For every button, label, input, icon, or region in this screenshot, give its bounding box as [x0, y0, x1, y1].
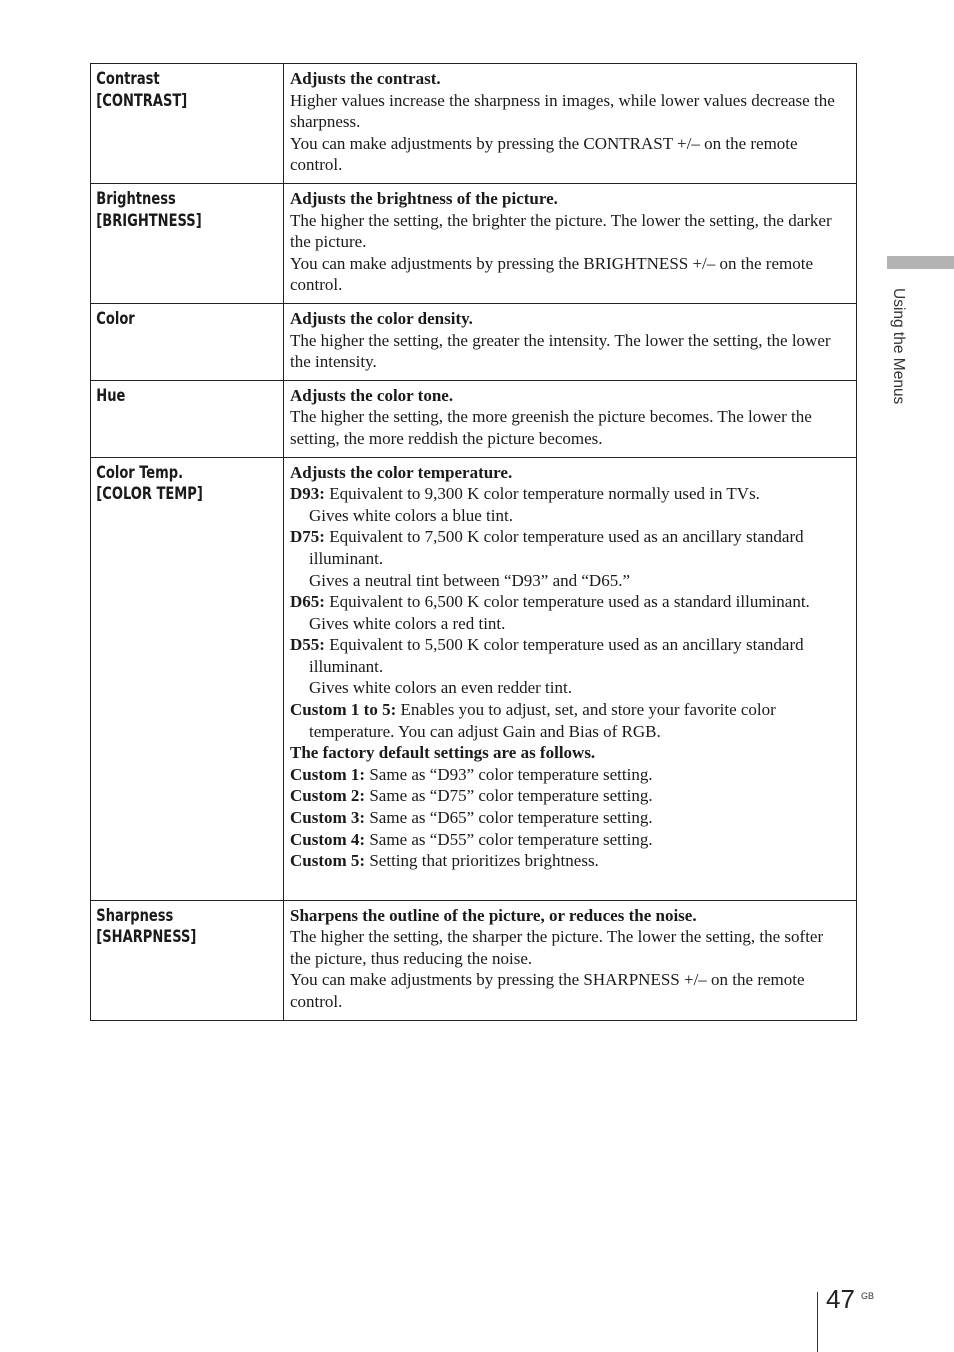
option-note: Gives white colors a blue tint.	[309, 505, 513, 525]
table-row	[91, 184, 857, 304]
option-d75	[290, 526, 848, 569]
setting-code: [SHARPNESS]	[96, 927, 197, 947]
default-item	[290, 807, 848, 829]
setting-description: The higher the setting, the sharper the picture. The lower the setting, the softer the picture, thus reducing the noise.	[290, 927, 824, 968]
default-text: Setting that prioritizes brightness.	[369, 851, 599, 871]
page-number: 47	[826, 1284, 855, 1314]
setting-description: The higher the setting, the brighter the picture. The lower the setting, the darker the picture.	[290, 210, 832, 252]
settings-table	[90, 63, 857, 1021]
default-term: Custom 1:	[290, 764, 366, 784]
default-term: Custom 3:	[290, 808, 366, 828]
option-d93	[290, 483, 848, 505]
default-item	[290, 829, 848, 851]
option-term: D55:	[290, 635, 325, 655]
option-term: D93:	[290, 484, 325, 504]
option-text: Enables you to adjust, set, and store your favorite color temperature. You can adjust Gain and Bias of RGB.	[309, 700, 776, 741]
setting-description: The higher the setting, the greater the intensity. The lower the setting, the lower the intensity.	[290, 330, 831, 372]
option-text: Equivalent to 7,500 K color temperature used as an ancillary standard illuminant.	[309, 527, 804, 568]
setting-heading: Adjusts the color temperature.	[290, 462, 513, 482]
setting-description: You can make adjustments by pressing the BRIGHTNESS +/– on the remote control.	[290, 253, 813, 295]
default-term: Custom 4:	[290, 829, 366, 849]
setting-heading: Adjusts the color tone.	[290, 385, 454, 405]
setting-name: Contrast	[96, 69, 160, 88]
option-custom	[290, 699, 848, 742]
default-item	[290, 764, 848, 786]
table-row	[91, 303, 857, 380]
setting-code: [COLOR TEMP]	[96, 484, 203, 504]
default-text: Same as “D65” color temperature setting.	[369, 808, 653, 828]
default-term: Custom 5:	[290, 851, 366, 871]
option-d65	[290, 591, 848, 613]
table-row	[91, 380, 857, 457]
option-note: Gives white colors a red tint.	[309, 613, 506, 633]
default-text: Same as “D55” color temperature setting.	[369, 829, 653, 849]
option-d55	[290, 634, 848, 677]
table-row	[91, 457, 857, 900]
option-note: Gives a neutral tint between “D93” and “D65.”	[309, 570, 630, 590]
setting-description: You can make adjustments by pressing the SHARPNESS +/– on the remote control.	[290, 970, 805, 1011]
setting-code: [BRIGHTNESS]	[96, 210, 202, 230]
option-text: Equivalent to 5,500 K color temperature used as an ancillary standard illuminant.	[309, 635, 804, 676]
option-term: D75:	[290, 527, 325, 547]
page-number-divider	[817, 1292, 818, 1352]
setting-description: You can make adjustments by pressing the CONTRAST +/– on the remote control.	[290, 133, 798, 175]
default-term: Custom 2:	[290, 786, 366, 806]
option-note: Gives white colors an even redder tint.	[309, 678, 572, 698]
page-suffix: GB	[861, 1291, 875, 1301]
option-text: Equivalent to 9,300 K color temperature normally used in TVs.	[329, 484, 760, 504]
section-tab-marker	[887, 256, 954, 269]
setting-heading: Adjusts the brightness of the picture.	[290, 189, 558, 208]
setting-code: [CONTRAST]	[96, 90, 188, 110]
setting-name: Sharpness	[96, 905, 174, 925]
setting-name: Color	[96, 308, 135, 328]
default-text: Same as “D93” color temperature setting.	[369, 764, 653, 784]
section-label: Using the Menus	[890, 288, 907, 405]
setting-heading: Adjusts the color density.	[290, 308, 473, 328]
default-item	[290, 850, 848, 872]
setting-name: Color Temp.	[96, 462, 184, 482]
setting-name: Brightness	[96, 189, 176, 208]
setting-name: Hue	[96, 385, 126, 405]
option-text: Equivalent to 6,500 K color temperature used as a standard illuminant.	[329, 592, 810, 612]
default-item	[290, 785, 848, 807]
option-term: Custom 1 to 5:	[290, 700, 397, 720]
option-term: D65:	[290, 592, 325, 612]
setting-heading: Sharpens the outline of the picture, or reduces the noise.	[290, 905, 697, 925]
factory-default-heading: The factory default settings are as follows.	[290, 743, 596, 763]
setting-heading: Adjusts the contrast.	[290, 69, 441, 88]
setting-description: Higher values increase the sharpness in images, while lower values decrease the sharpness.	[290, 90, 835, 132]
setting-description: The higher the setting, the more greenish the picture becomes. The lower the setting, the more reddish the picture becomes.	[290, 407, 812, 448]
default-text: Same as “D75” color temperature setting.	[369, 786, 653, 806]
table-row	[91, 64, 857, 184]
table-row	[91, 900, 857, 1020]
